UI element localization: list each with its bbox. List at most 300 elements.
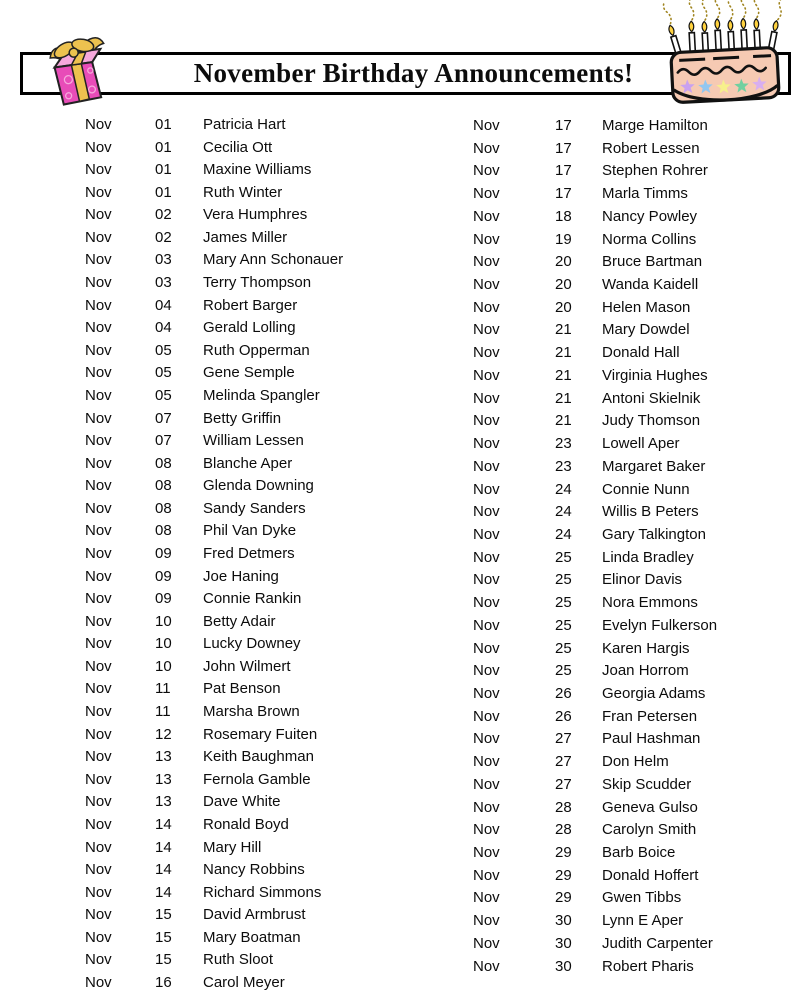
birthday-row	[85, 114, 343, 137]
birthday-month: Nov	[85, 296, 112, 314]
birthday-month: Nov	[473, 798, 500, 816]
birthday-row	[473, 706, 717, 729]
birthday-row	[85, 656, 343, 679]
birthday-name: Ruth Winter	[203, 183, 283, 201]
birthday-name: John Wilmert	[203, 657, 291, 675]
birthday-name: Connie Rankin	[203, 590, 302, 608]
birthday-day: 02	[155, 206, 172, 224]
birthday-month: Nov	[85, 951, 112, 969]
birthday-row	[473, 115, 717, 138]
birthday-row	[85, 814, 343, 837]
birthday-month: Nov	[473, 934, 500, 952]
birthday-day: 24	[555, 525, 572, 543]
birthday-row	[473, 751, 717, 774]
birthday-day: 05	[155, 364, 172, 382]
birthday-name: Sandy Sanders	[203, 499, 306, 517]
birthday-month: Nov	[473, 412, 500, 430]
birthday-day: 20	[555, 253, 572, 271]
birthday-name: Connie Nunn	[602, 480, 690, 498]
birthday-month: Nov	[473, 844, 500, 861]
birthday-row	[473, 183, 717, 206]
birthday-month: Nov	[85, 228, 112, 246]
birthday-row	[85, 701, 343, 724]
birthday-day: 24	[555, 480, 572, 498]
birthday-name: Stephen Rohrer	[602, 162, 708, 180]
birthday-name: David Armbrust	[203, 906, 306, 924]
birthday-day: 26	[555, 707, 572, 725]
birthday-row	[473, 887, 717, 910]
birthday-row	[85, 724, 343, 747]
birthday-row	[85, 588, 343, 611]
birthday-month: Nov	[473, 162, 500, 180]
birthday-month: Nov	[473, 457, 500, 475]
birthday-day: 07	[155, 409, 172, 427]
birthday-list-right	[473, 115, 717, 978]
birthday-name: Margaret Baker	[602, 457, 706, 475]
birthday-row	[85, 769, 343, 792]
birthday-day: 08	[155, 454, 172, 472]
birthday-name: Fernola Gamble	[203, 770, 311, 788]
birthday-day: 13	[155, 793, 172, 811]
birthday-row	[85, 949, 343, 972]
birthday-row	[85, 904, 343, 927]
birthday-row	[473, 956, 717, 979]
birthday-month: Nov	[473, 298, 500, 316]
birthday-name: Norma Collins	[602, 230, 697, 248]
birthday-name: Linda Bradley	[602, 548, 694, 566]
birthday-month: Nov	[473, 344, 500, 362]
birthday-row	[473, 365, 717, 388]
birthday-row	[473, 319, 717, 342]
birthday-day: 25	[555, 594, 572, 612]
birthday-month: Nov	[85, 386, 112, 404]
birthday-name: Lynn E Aper	[602, 912, 684, 930]
birthday-name: William Lessen	[203, 432, 304, 450]
birthday-day: 25	[555, 639, 572, 657]
birthday-day: 15	[155, 906, 172, 924]
birthday-day: 14	[155, 815, 172, 833]
birthday-month: Nov	[85, 657, 112, 675]
birthday-month: Nov	[473, 571, 500, 589]
birthday-month: Nov	[85, 973, 112, 991]
birthday-name: Carol Meyer	[203, 973, 285, 991]
birthday-day: 13	[155, 770, 172, 788]
birthday-row	[473, 297, 717, 320]
birthday-day: 27	[555, 753, 572, 771]
birthday-row	[85, 678, 343, 701]
birthday-day: 15	[155, 951, 172, 969]
birthday-row	[85, 453, 343, 476]
birthday-name: Marsha Brown	[203, 703, 300, 721]
birthday-row	[85, 859, 343, 882]
birthday-month: Nov	[473, 730, 500, 748]
birthday-month: Nov	[85, 725, 112, 743]
birthday-month: Nov	[85, 206, 112, 224]
birthday-day: 25	[555, 616, 572, 634]
birthday-month: Nov	[85, 838, 112, 856]
birthday-row	[473, 251, 717, 274]
birthday-day: 09	[155, 544, 172, 562]
birthday-row	[473, 933, 717, 956]
birthday-day: 21	[555, 321, 572, 339]
birthday-row	[473, 797, 717, 820]
birthday-day: 11	[155, 680, 171, 698]
birthday-month: Nov	[85, 138, 112, 156]
birthday-day: 24	[555, 503, 572, 521]
birthday-row	[85, 498, 343, 521]
birthday-row	[473, 388, 717, 411]
birthday-row	[473, 342, 717, 365]
birthday-name: Gene Semple	[203, 364, 295, 382]
birthday-row	[473, 547, 717, 570]
birthday-day: 17	[555, 139, 572, 157]
birthday-day: 19	[555, 230, 572, 248]
birthday-name: Wanda Kaidell	[602, 276, 699, 294]
birthday-month: Nov	[85, 477, 112, 495]
birthday-day: 01	[155, 183, 172, 201]
birthday-day: 09	[155, 590, 172, 608]
birthday-month: Nov	[85, 251, 112, 269]
birthday-month: Nov	[473, 525, 500, 543]
birthday-day: 01	[155, 138, 172, 156]
birthday-name: Mary Boatman	[203, 928, 301, 946]
birthday-month: Nov	[473, 753, 500, 771]
birthday-name: Judy Thomson	[602, 412, 701, 430]
birthday-name: Nancy Robbins	[203, 861, 305, 879]
birthday-name: Nancy Powley	[602, 207, 698, 225]
birthday-row	[85, 249, 343, 272]
birthday-month: Nov	[85, 861, 112, 879]
birthday-name: Judith Carpenter	[602, 934, 713, 952]
birthday-row	[473, 865, 717, 888]
birthday-name: Patricia Hart	[203, 116, 286, 133]
birthday-name: Karen Hargis	[602, 639, 690, 657]
birthday-day: 13	[155, 748, 172, 766]
birthday-row	[473, 728, 717, 751]
birthday-name: Lowell Aper	[602, 435, 680, 453]
birthday-day: 10	[155, 612, 172, 630]
birthday-name: Geneva Gulso	[602, 798, 698, 816]
birthday-day: 10	[155, 635, 172, 653]
birthday-day: 27	[555, 730, 572, 748]
birthday-name: Willis B Peters	[602, 503, 699, 521]
birthday-day: 23	[555, 435, 572, 453]
birthday-day: 17	[555, 162, 572, 180]
birthday-list-left	[85, 114, 343, 995]
birthday-row	[85, 543, 343, 566]
birthday-name: Lucky Downey	[203, 635, 301, 653]
birthday-row	[85, 137, 343, 160]
birthday-month: Nov	[85, 183, 112, 201]
birthday-name: Dave White	[203, 793, 281, 811]
birthday-month: Nov	[473, 684, 500, 702]
birthday-day: 14	[155, 838, 172, 856]
birthday-name: Robert Pharis	[602, 957, 694, 975]
birthday-row	[473, 206, 717, 229]
birthday-row	[85, 791, 343, 814]
birthday-name: Carolyn Smith	[602, 821, 697, 839]
birthday-day: 21	[555, 412, 572, 430]
birthday-name: Virginia Hughes	[602, 366, 708, 384]
birthday-name: Keith Baughman	[203, 748, 314, 766]
birthday-month: Nov	[85, 770, 112, 788]
birthday-day: 10	[155, 657, 172, 675]
birthday-day: 27	[555, 775, 572, 793]
birthday-name: Richard Simmons	[203, 883, 322, 901]
birthday-day: 30	[555, 957, 572, 975]
birthday-month: Nov	[473, 435, 500, 453]
birthday-row	[473, 774, 717, 797]
birthday-row	[473, 433, 717, 456]
birthday-month: Nov	[85, 409, 112, 427]
birthday-name: Joe Haning	[203, 567, 279, 585]
birthday-month: Nov	[473, 616, 500, 634]
birthday-month: Nov	[473, 912, 500, 930]
birthday-month: Nov	[473, 185, 500, 203]
birthday-day: 20	[555, 276, 572, 294]
birthday-row	[473, 615, 717, 638]
birthday-month: Nov	[473, 366, 500, 384]
birthday-row	[473, 569, 717, 592]
birthday-day: 16	[155, 973, 172, 991]
birthday-row	[85, 520, 343, 543]
birthday-row	[85, 633, 343, 656]
birthday-month: Nov	[473, 594, 500, 612]
birthday-day: 28	[555, 821, 572, 839]
birthday-day: 03	[155, 251, 172, 269]
birthday-name: Pat Benson	[203, 680, 281, 698]
birthday-name: Melinda Spangler	[203, 386, 320, 404]
birthday-month: Nov	[85, 883, 112, 901]
birthday-name: Evelyn Fulkerson	[602, 616, 718, 634]
birthday-row	[85, 227, 343, 250]
birthday-day: 07	[155, 432, 172, 450]
page-title: November Birthday Announcements!	[193, 58, 634, 88]
birthday-month: Nov	[473, 707, 500, 725]
birthday-day: 17	[555, 117, 572, 134]
birthday-row	[85, 317, 343, 340]
birthday-month: Nov	[85, 454, 112, 472]
birthday-month: Nov	[85, 116, 112, 133]
birthday-day: 05	[155, 341, 172, 359]
birthday-day: 23	[555, 457, 572, 475]
birthday-name: Terry Thompson	[203, 274, 312, 292]
birthday-name: Mary Ann Schonauer	[203, 251, 344, 269]
birthday-name: Skip Scudder	[602, 775, 692, 793]
birthday-name: Donald Hoffert	[602, 866, 699, 884]
birthday-row	[85, 204, 343, 227]
birthday-month: Nov	[85, 522, 112, 540]
birthday-day: 29	[555, 844, 572, 861]
birthday-row	[473, 410, 717, 433]
birthday-row	[473, 456, 717, 479]
birthday-day: 15	[155, 928, 172, 946]
birthday-name: Donald Hall	[602, 344, 680, 362]
birthday-day: 25	[555, 662, 572, 680]
birthday-month: Nov	[473, 662, 500, 680]
birthday-day: 12	[155, 725, 172, 743]
birthday-month: Nov	[85, 590, 112, 608]
birthday-name: Fran Petersen	[602, 707, 698, 725]
birthday-name: Barb Boice	[602, 844, 676, 861]
birthday-month: Nov	[85, 567, 112, 585]
birthday-day: 29	[555, 889, 572, 907]
birthday-day: 21	[555, 344, 572, 362]
birthday-month: Nov	[473, 889, 500, 907]
birthday-row	[473, 819, 717, 842]
birthday-month: Nov	[473, 389, 500, 407]
birthday-row	[473, 138, 717, 161]
birthday-name: Ruth Sloot	[203, 951, 274, 969]
birthday-month: Nov	[473, 207, 500, 225]
birthday-row	[85, 611, 343, 634]
birthday-name: Helen Mason	[602, 298, 691, 316]
birthday-day: 25	[555, 548, 572, 566]
birthday-name: Bruce Bartman	[602, 253, 703, 271]
birthday-month: Nov	[473, 253, 500, 271]
birthday-row	[473, 660, 717, 683]
birthday-name: Glenda Downing	[203, 477, 314, 495]
birthday-month: Nov	[473, 866, 500, 884]
birthday-row	[85, 430, 343, 453]
birthday-day: 04	[155, 296, 172, 314]
birthday-month: Nov	[85, 499, 112, 517]
birthday-month: Nov	[85, 793, 112, 811]
birthday-name: Antoni Skielnik	[602, 389, 701, 407]
birthday-row	[473, 683, 717, 706]
birthday-month: Nov	[473, 117, 500, 134]
birthday-name: Gwen Tibbs	[602, 889, 682, 907]
birthday-name: Maxine Williams	[203, 161, 312, 179]
birthday-row	[473, 910, 717, 933]
birthday-row	[85, 340, 343, 363]
birthday-row	[85, 566, 343, 589]
birthday-day: 21	[555, 389, 572, 407]
birthday-row	[85, 362, 343, 385]
birthday-day: 08	[155, 522, 172, 540]
birthday-name: Betty Griffin	[203, 409, 282, 427]
birthday-row	[85, 475, 343, 498]
birthday-row	[85, 295, 343, 318]
birthday-month: Nov	[85, 906, 112, 924]
birthday-month: Nov	[473, 639, 500, 657]
birthday-row	[85, 272, 343, 295]
birthday-row	[473, 592, 717, 615]
birthday-month: Nov	[85, 341, 112, 359]
birthday-day: 20	[555, 298, 572, 316]
birthday-row	[85, 746, 343, 769]
birthday-day: 01	[155, 116, 172, 133]
birthday-row	[85, 927, 343, 950]
birthday-row	[473, 274, 717, 297]
birthday-month: Nov	[473, 503, 500, 521]
birthday-month: Nov	[85, 432, 112, 450]
birthday-month: Nov	[85, 748, 112, 766]
birthday-name: Ronald Boyd	[203, 815, 289, 833]
birthday-day: 03	[155, 274, 172, 292]
birthday-day: 14	[155, 861, 172, 879]
birthday-day: 21	[555, 366, 572, 384]
birthday-name: Gerald Lolling	[203, 319, 296, 337]
birthday-row	[473, 160, 717, 183]
birthday-month: Nov	[85, 161, 112, 179]
birthday-day: 26	[555, 684, 572, 702]
birthday-month: Nov	[85, 319, 112, 337]
birthday-day: 30	[555, 912, 572, 930]
birthday-cake-icon	[656, 0, 796, 110]
birthday-name: Marla Timms	[602, 185, 688, 203]
birthday-month: Nov	[473, 548, 500, 566]
birthday-name: Mary Dowdel	[602, 321, 690, 339]
birthday-day: 08	[155, 499, 172, 517]
birthday-month: Nov	[85, 815, 112, 833]
birthday-row	[473, 479, 717, 502]
birthday-day: 28	[555, 798, 572, 816]
birthday-row	[85, 837, 343, 860]
birthday-name: Gary Talkington	[602, 525, 706, 543]
birthday-row	[85, 182, 343, 205]
birthday-day: 05	[155, 386, 172, 404]
birthday-day: 01	[155, 161, 172, 179]
birthday-name: James Miller	[203, 228, 288, 246]
birthday-month: Nov	[473, 821, 500, 839]
birthday-name: Don Helm	[602, 753, 669, 771]
birthday-name: Joan Horrom	[602, 662, 689, 680]
birthday-name: Nora Emmons	[602, 594, 698, 612]
birthday-name: Marge Hamilton	[602, 117, 708, 134]
birthday-month: Nov	[85, 703, 112, 721]
birthday-month: Nov	[85, 928, 112, 946]
birthday-month: Nov	[85, 364, 112, 382]
birthday-month: Nov	[85, 635, 112, 653]
birthday-day: 04	[155, 319, 172, 337]
birthday-day: 17	[555, 185, 572, 203]
birthday-row	[473, 842, 717, 865]
birthday-month: Nov	[85, 544, 112, 562]
birthday-name: Paul Hashman	[602, 730, 701, 748]
birthday-day: 11	[155, 703, 171, 721]
birthday-name: Betty Adair	[203, 612, 276, 630]
birthday-name: Rosemary Fuiten	[203, 725, 318, 743]
birthday-day: 18	[555, 207, 572, 225]
birthday-row	[473, 229, 717, 252]
birthday-month: Nov	[473, 480, 500, 498]
birthday-name: Ruth Opperman	[203, 341, 310, 359]
birthday-day: 09	[155, 567, 172, 585]
birthday-name: Vera Humphres	[203, 206, 308, 224]
birthday-day: 25	[555, 571, 572, 589]
birthday-month: Nov	[85, 612, 112, 630]
birthday-name: Mary Hill	[203, 838, 262, 856]
birthday-day: 02	[155, 228, 172, 246]
birthday-day: 30	[555, 934, 572, 952]
birthday-month: Nov	[473, 775, 500, 793]
birthday-row	[473, 638, 717, 661]
birthday-row	[85, 408, 343, 431]
birthday-day: 14	[155, 883, 172, 901]
birthday-row	[85, 159, 343, 182]
birthday-name: Robert Barger	[203, 296, 298, 314]
birthday-month: Nov	[473, 321, 500, 339]
birthday-name: Phil Van Dyke	[203, 522, 297, 540]
birthday-name: Robert Lessen	[602, 139, 700, 157]
birthday-name: Blanche Aper	[203, 454, 293, 472]
birthday-name: Fred Detmers	[203, 544, 295, 562]
birthday-month: Nov	[473, 957, 500, 975]
birthday-row	[85, 385, 343, 408]
birthday-month: Nov	[85, 680, 112, 698]
birthday-day: 29	[555, 866, 572, 884]
